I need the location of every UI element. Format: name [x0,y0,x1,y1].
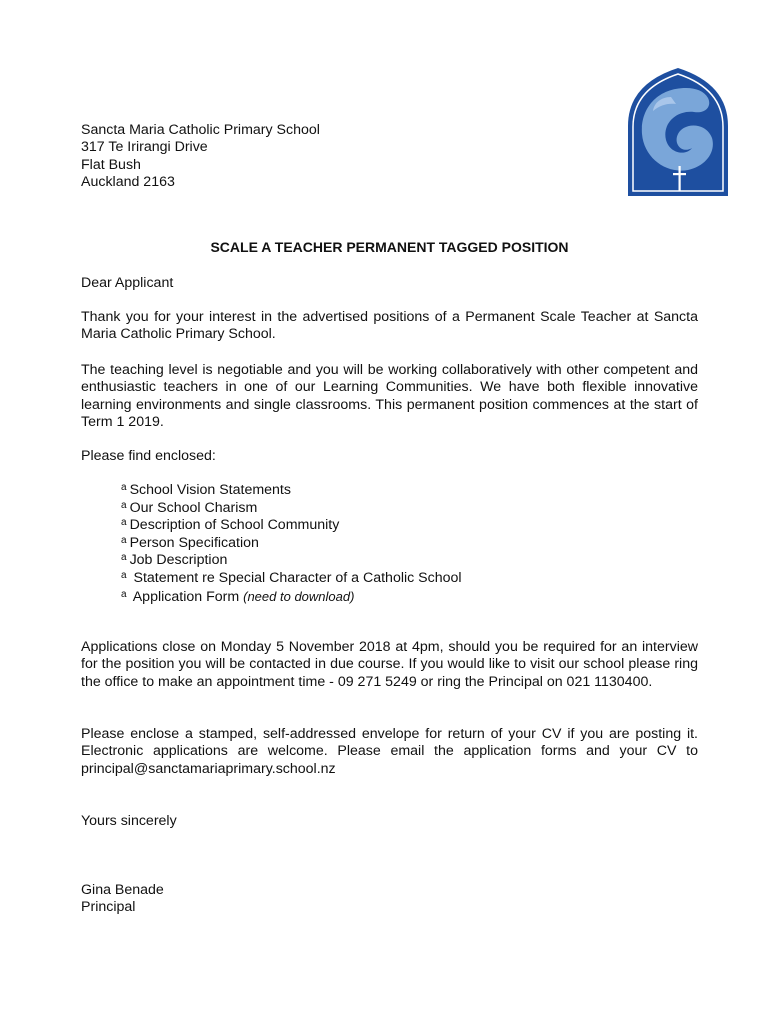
address-school: Sancta Maria Catholic Primary School [81,122,320,138]
signature-block [81,882,164,917]
enclosure-label: Person Specification [129,534,259,551]
sign-off: Yours sincerely [81,813,177,829]
enclosure-list [121,482,641,605]
enclosure-label: Description of School Community [129,517,340,534]
enclosure-label: Statement re Special Character of a Catholic School [129,569,462,586]
applications-close-paragraph: Applications close on Monday 5 November 2018 at 4pm, should you be required for an interview for the position you will be contacted in due course. If you would like to visit our school please ring the office to make an appointment time - 09 271 5249 or ring the Principal on 021 1130400. [81,639,698,690]
list-item [121,500,641,518]
enclosed-heading: Please find enclosed: [81,448,216,464]
position-paragraph: The teaching level is negotiable and you will be working collaboratively with other competent and enthusiastic teachers in one of our Learning Communities. We have both flexible innovative learning environments and single classrooms. This permanent position commences at the start of Term 1 2019. [81,362,698,431]
list-item [121,552,641,570]
bullet-glyph: a [121,482,127,493]
address-suburb: Flat Bush [81,156,141,173]
bullet-glyph: a [121,569,127,581]
bullet-glyph: a [121,499,127,511]
download-note: (need to download) [243,588,355,604]
cross-horizontal [673,173,686,175]
sender-address [81,122,441,192]
list-item [121,588,641,606]
signer-name: Gina Benade [81,882,164,898]
intro-paragraph: Thank you for your interest in the advertised positions of a Permanent Scale Teacher at Sancta Maria Catholic Primary School. [81,309,698,343]
bullet-glyph: a [121,534,127,546]
list-item [121,535,641,553]
address-street: 317 Te Irirangi Drive [81,139,208,156]
enclosure-label: Application Form [129,588,240,605]
enclosure-label: School Vision Statements [129,482,291,498]
list-item [121,482,641,500]
enclosure-label: Our School Charism [129,499,258,516]
list-item [121,517,641,535]
bullet-glyph: a [121,588,127,600]
bullet-glyph: a [121,517,127,529]
school-crest-icon [626,66,730,198]
bullet-glyph: a [121,552,127,564]
envelope-paragraph: Please enclose a stamped, self-addressed envelope for return of your CV if you are posting it. Electronic applications are welcome. Please email the application forms and your CV to principal@sanctamariaprimary.school.nz [81,726,698,777]
signer-role: Principal [81,899,136,916]
list-item [121,570,641,588]
enclosure-label: Job Description [129,552,228,569]
address-city: Auckland 2163 [81,174,175,191]
greeting: Dear Applicant [81,275,174,291]
letter-title: SCALE A TEACHER PERMANENT TAGGED POSITION [210,239,569,255]
cross-vertical [679,166,681,191]
